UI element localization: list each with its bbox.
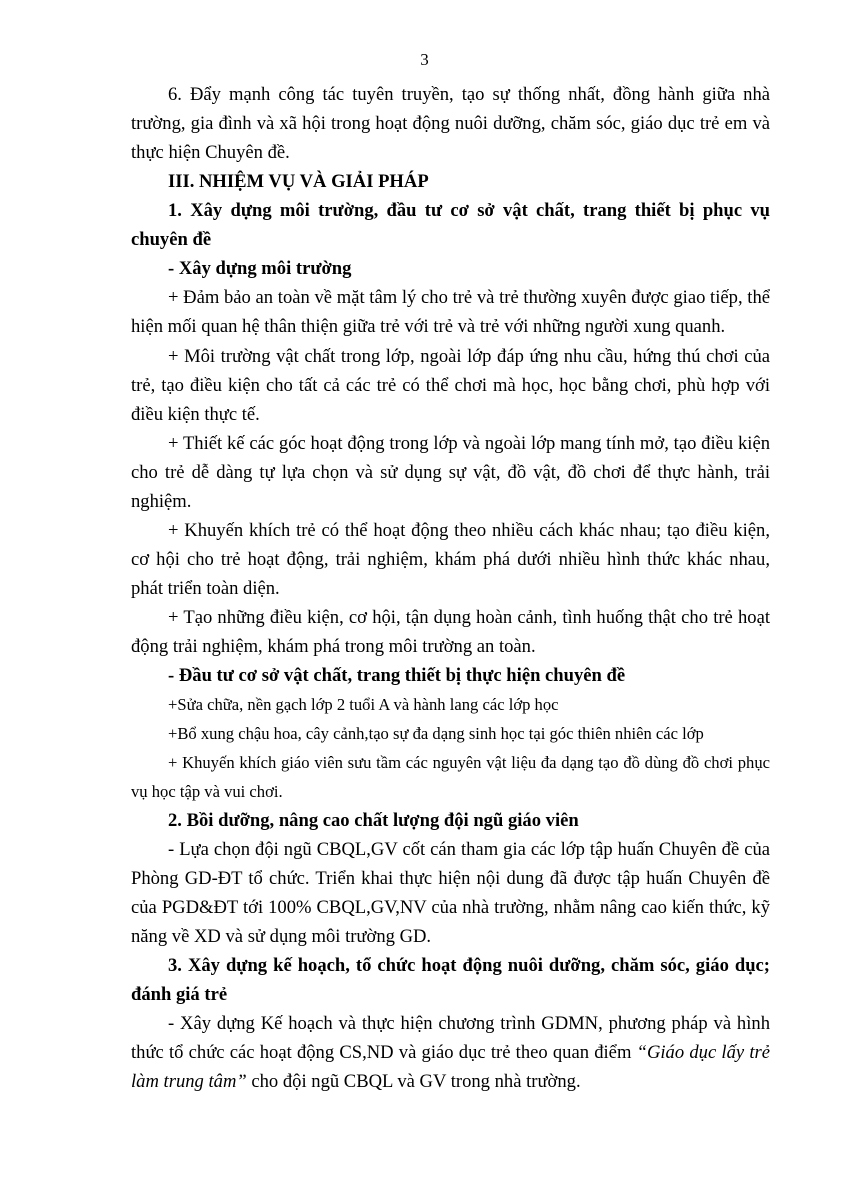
bullet-5: + Tạo những điều kiện, cơ hội, tận dụng hoàn cảnh, tình huống thật cho trẻ hoạt động trải nghiệm, khám phá trong môi trường an toàn. xyxy=(131,607,770,657)
section-heading-3: III. NHIỆM VỤ VÀ GIẢI PHÁP xyxy=(168,171,429,192)
facility-item-1: +Sửa chữa, nền gạch lớp 2 tuổi A và hành lang các lớp học xyxy=(168,695,559,714)
planning-text-start: - Xây dựng Kế hoạch và thực hiện chương trình GDMN, phương pháp và hình thức tổ chức các hoạt động CS,ND và giáo dục trẻ theo quan điểm xyxy=(131,1013,770,1063)
heading-2: 2. Bồi dưỡng, nâng cao chất lượng đội ngũ giáo viên xyxy=(168,810,579,831)
teacher-training-paragraph: - Lựa chọn đội ngũ CBQL,GV cốt cán tham gia các lớp tập huấn Chuyên đề của Phòng GD-ĐT tổ chức. Triển khai thực hiện nội dung đã được tập huấn Chuyên đề của PGD&ĐT tới 100% CBQL,GV,NV của nhà trường, nhằm nâng cao kiến thức, kỹ năng về XD và sử dụng môi trường GD. xyxy=(131,839,770,947)
heading-1: 1. Xây dựng môi trường, đầu tư cơ sở vật chất, trang thiết bị phục vụ chuyên đề xyxy=(131,200,770,250)
bullet-2: + Môi trường vật chất trong lớp, ngoài lớp đáp ứng nhu cầu, hứng thú chơi của trẻ, tạo điều kiện cho tất cả các trẻ có thể chơi mà học, học bằng chơi, phù hợp với điều kiện thực tế. xyxy=(131,346,770,425)
planning-paragraph xyxy=(131,1009,770,1096)
page-number: 3 xyxy=(420,50,429,69)
bullet-3: + Thiết kế các góc hoạt động trong lớp và ngoài lớp mang tính mở, tạo điều kiện cho trẻ dễ dàng tự lựa chọn và sử dụng sự vật, đồ vật, đồ chơi để thực hành, trải nghiệm. xyxy=(131,433,770,512)
paragraph-item-6: 6. Đẩy mạnh công tác tuyên truyền, tạo sự thống nhất, đồng hành giữa nhà trường, gia đình và xã hội trong hoạt động nuôi dưỡng, chăm sóc, giáo dục trẻ em và thực hiện Chuyên đề. xyxy=(131,84,770,163)
bullet-4: + Khuyến khích trẻ có thể hoạt động theo nhiều cách khác nhau; tạo điều kiện, cơ hội cho trẻ hoạt động, trải nghiệm, khám phá dưới nhiều hình thức khác nhau, phát triển toàn diện. xyxy=(131,520,770,599)
heading-3: 3. Xây dựng kế hoạch, tổ chức hoạt động nuôi dưỡng, chăm sóc, giáo dục; đánh giá trẻ xyxy=(131,955,770,1005)
facility-item-3: + Khuyến khích giáo viên sưu tầm các nguyên vật liệu đa dạng tạo đồ dùng đồ chơi phục vụ học tập và vui chơi. xyxy=(131,753,770,801)
planning-quote: “Giáo dục lấy trẻ làm trung tâm” xyxy=(131,1042,770,1092)
facility-item-2: +Bổ xung chậu hoa, cây cảnh,tạo sự đa dạng sinh học tại góc thiên nhiên các lớp xyxy=(168,724,704,743)
planning-text-end: cho đội ngũ CBQL và GV trong nhà trường. xyxy=(246,1071,581,1092)
subheading-1a: - Xây dựng môi trường xyxy=(168,258,352,279)
bullet-1: + Đảm bảo an toàn về mặt tâm lý cho trẻ và trẻ thường xuyên được giao tiếp, thể hiện mối quan hệ thân thiện giữa trẻ với trẻ và trẻ với những người xung quanh. xyxy=(131,287,770,337)
subheading-1b: - Đầu tư cơ sở vật chất, trang thiết bị thực hiện chuyên đề xyxy=(168,665,626,686)
